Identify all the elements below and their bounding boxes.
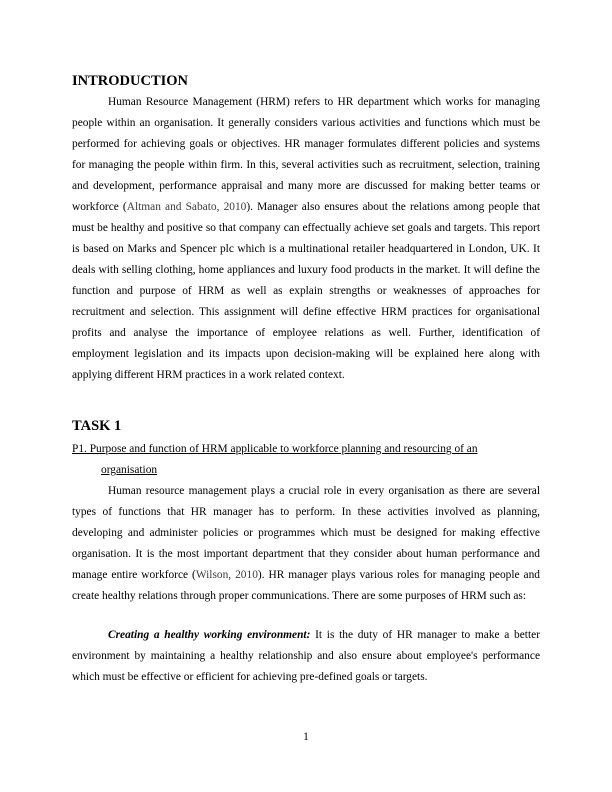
p1-subheading	[72, 439, 540, 481]
p1-subheading-line-1: P1. Purpose and function of HRM applicable to workforce planning and resourcing of an	[72, 443, 478, 455]
healthy-environment-paragraph	[72, 625, 540, 688]
task-1-text-part-1: Human resource management plays a crucial role in every organisation as there are several types of functions that HR manager has to perform. In these activities involved as planning, developing and administer policies or programmes which must be designed for making effective organisation. It is the most important department that they consider about human performance and manage entire workforce (	[72, 485, 540, 581]
introduction-paragraph	[72, 92, 540, 386]
task-1-paragraph	[72, 481, 540, 607]
introduction-text-part-1: Human Resource Management (HRM) refers to HR department which works for managing people within an organisation. It generally considers various activities and functions which must be performed for achieving goals or objectives. HR manager formulates different policies and systems for managing the people within firm. In this, several activities such as recruitment, selection, training and development, performance appraisal and many more are discussed for making better teams or workforce (	[72, 96, 540, 213]
task-1-heading: TASK 1	[72, 418, 122, 434]
p1-subheading-line-2: organisation	[101, 464, 158, 476]
healthy-environment-label: Creating a healthy working environment:	[108, 629, 311, 641]
introduction-heading: INTRODUCTION	[72, 73, 189, 89]
task-1-text-part-2: ). HR manager plays various roles for managing people and create healthy relations through proper communications. There are some purposes of HRM such as:	[72, 569, 540, 602]
healthy-environment-text: It is the duty of HR manager to make a better environment by maintaining a healthy relationship and also ensure about employee's performance which must be effective or efficient for achieving pre-defined goals or targets.	[72, 629, 540, 683]
page-number: 1	[303, 731, 309, 743]
citation-altman-sabato: Altman and Sabato, 2010	[126, 201, 247, 213]
introduction-text-part-2: ). Manager also ensures about the relations among people that must be healthy and positive so that company can effectually achieve set goals and targets. This report is based on Marks and Spencer plc which is a multinational retailer headquartered in London, UK. It deals with selling clothing, home appliances and luxury food products in the market. It will define the function and purpose of HRM as well as explain strengths or weaknesses of approaches for recruitment and selection. This assignment will define effective HRM practices for organisational profits and analyse the importance of employee relations as well. Further, identification of employment legislation and its impacts upon decision-making will be explained here along with applying different HRM practices in a work related context.	[72, 201, 540, 381]
citation-wilson: Wilson, 2010	[195, 569, 258, 581]
